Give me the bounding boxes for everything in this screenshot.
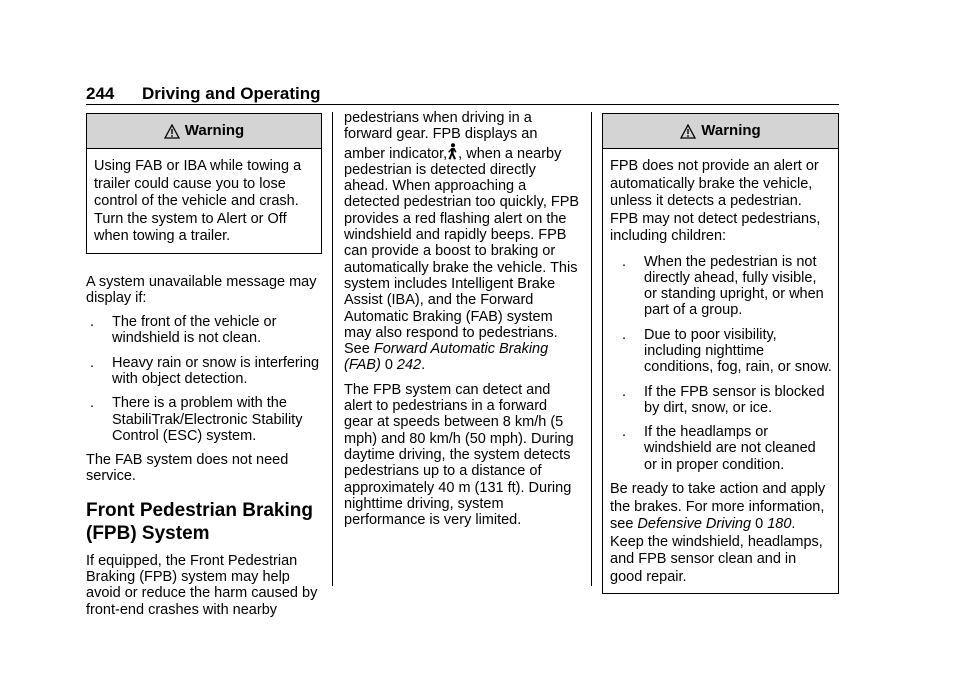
column-3 xyxy=(602,113,839,594)
warning-body xyxy=(603,149,838,593)
warning-box-detection xyxy=(602,113,839,594)
fpb-description-paragraph: pedestrians when driving in a forward gear. FPB displays an amber indicator, , when a nearby pedestrian is detected directly ahead. When approaching a detected pedestrian too quickly, FPB provides a red flashing alert on the windshield and rapidly beeps. FPB can provide a boost to braking or automatically brake the vehicle. This system includes Intelligent Brake Assist (IBA), and the Forward Automatic Braking (FAB) system may also respond to pedestrians. See Forward Automatic Braking (FAB) 0 242. xyxy=(344,110,580,374)
list-item: . If the FPB sensor is blocked by dirt, snow, or ice. xyxy=(622,383,825,416)
warning-triangle-icon xyxy=(680,124,696,139)
page-number: 244 xyxy=(86,84,115,103)
bullet-dot: . xyxy=(622,253,627,270)
column-1 xyxy=(86,113,322,626)
list-item: . The front of the vehicle or windshield is not clean. xyxy=(90,314,277,347)
column-2 xyxy=(344,110,580,536)
bullet-dot: . xyxy=(90,314,95,331)
fab-note: The FAB system does not need service. xyxy=(86,452,289,485)
unavailable-causes-list xyxy=(86,314,322,444)
page-header xyxy=(86,84,838,104)
column-divider-2 xyxy=(591,112,592,586)
warning-triangle-icon xyxy=(164,124,180,139)
bullet-dot: . xyxy=(622,326,627,343)
list-item: . When the pedestrian is not directly ahead, fully visible, or standing upright, or when part of a group. xyxy=(622,253,824,319)
bullet-dot: . xyxy=(622,424,627,441)
fpb-detection-paragraph: The FPB system can detect and alert to pedestrians in a forward gear at speeds between 8 km/h (5 mph) and 80 km/h (50 mph). During daytime driving, the system detects pedestrians up to a distance of approximately 40 m (131 ft). During nighttime driving, system performance is very limited. xyxy=(344,381,574,529)
page-arrow-icon: 0 xyxy=(384,357,393,374)
warning-title: Warning xyxy=(184,121,245,139)
cross-reference-page[interactable]: 242 xyxy=(396,357,422,374)
warning-title: Warning xyxy=(701,121,761,139)
cross-reference-link[interactable]: Defensive Driving xyxy=(637,516,752,533)
pedestrian-indicator-icon xyxy=(447,143,458,160)
list-item: . Due to poor visibility, including nighttime conditions, fog, rain, or snow. xyxy=(622,326,832,376)
bullet-dot: . xyxy=(90,354,95,371)
limitations-list xyxy=(610,254,832,474)
warning-header xyxy=(87,114,321,149)
page-arrow-icon: 0 xyxy=(755,516,764,533)
warning-outro: Be ready to take action and apply the brakes. For more information, see Defensive Driving 0 180. Keep the windshield, headlamps, and FPB sensor clean and in good repair. xyxy=(610,481,826,585)
bullet-dot: . xyxy=(90,395,95,412)
list-item: . If the headlamps or windshield are not cleaned or in proper condition. xyxy=(622,424,816,473)
intro-text: A system unavailable message may display if: xyxy=(86,273,317,306)
bullet-dot: . xyxy=(622,383,627,400)
section-heading: Front Pedestrian Braking (FPB) System xyxy=(86,499,313,544)
section-title: Driving and Operating xyxy=(142,84,321,103)
list-item: . Heavy rain or snow is interfering with object detection. xyxy=(90,354,320,387)
column-divider-1 xyxy=(332,112,333,586)
warning-body: Using FAB or IBA while towing a trailer could cause you to lose control of the vehicle and crash. Turn the system to Alert or Off when towing a trailer. xyxy=(94,158,302,244)
warning-intro: FPB does not provide an alert or automatically brake the vehicle, unless it detects a pedestrian. FPB may not detect pedestrians, including children: xyxy=(610,158,821,244)
header-rule xyxy=(86,104,839,105)
warning-box-towing xyxy=(86,113,322,254)
fpb-intro-paragraph: If equipped, the Front Pedestrian Braking (FPB) system may help avoid or reduce the harm caused by front-end crashes with nearby xyxy=(86,552,318,618)
list-item: . There is a problem with the StabiliTrak/Electronic Stability Control (ESC) system. xyxy=(90,395,303,444)
warning-header xyxy=(603,114,838,149)
cross-reference-page[interactable]: 180 xyxy=(767,516,792,533)
cross-reference-link[interactable]: Forward Automatic Braking (FAB) xyxy=(344,341,549,374)
